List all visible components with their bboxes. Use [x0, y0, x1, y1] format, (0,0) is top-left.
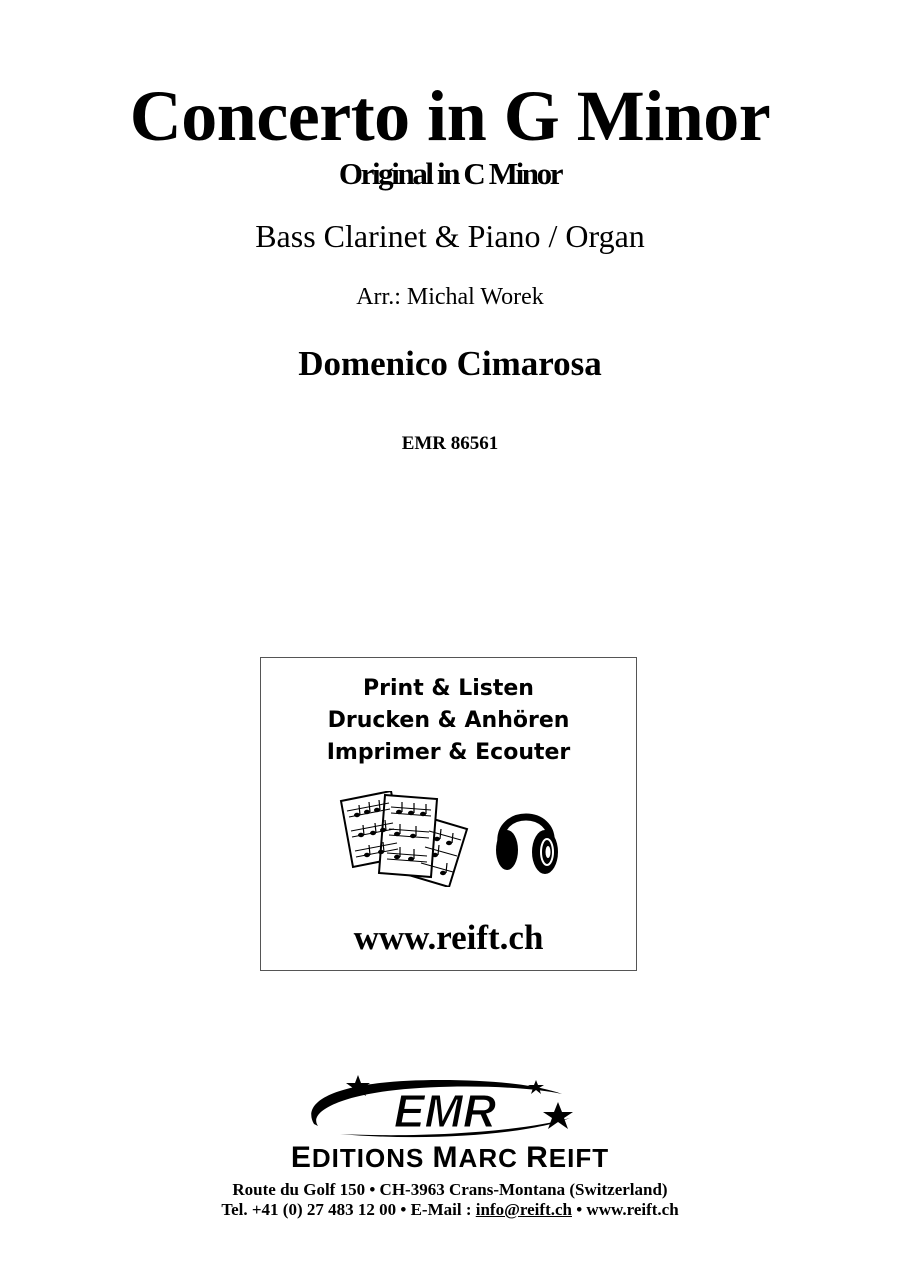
- website-url[interactable]: www.reift.ch: [353, 918, 544, 957]
- email-link[interactable]: info@reift.ch: [475, 1200, 572, 1219]
- promo-line-en: Print & Listen: [363, 676, 534, 701]
- emr-logo: [300, 1072, 590, 1142]
- publisher-contact: Tel. +41 (0) 27 483 12 00 • E-Mail : info@reift.ch • www.reift.ch: [221, 1200, 679, 1219]
- promo-line-fr: Imprimer & Ecouter: [326, 740, 571, 765]
- catalog-number: EMR 86561: [401, 433, 499, 454]
- composer: Domenico Cimarosa: [298, 344, 602, 383]
- headphones-icon: [493, 798, 559, 878]
- sheet-music-icon: [333, 791, 469, 887]
- score-subtitle: Original in C Minor: [338, 156, 562, 191]
- score-title: Concerto in G Minor: [129, 76, 771, 156]
- logo-text: EMR: [393, 1085, 497, 1137]
- publisher-name: EDITIONS MARC REIFT: [290, 1141, 610, 1174]
- promo-line-de: Drucken & Anhören: [327, 708, 570, 733]
- print-listen-box: [260, 657, 637, 971]
- arranger: Arr.: Michal Worek: [356, 284, 544, 310]
- instrumentation: Bass Clarinet & Piano / Organ: [255, 218, 645, 254]
- publisher-address: Route du Golf 150 • CH-3963 Crans-Montana (Switzerland): [232, 1180, 668, 1199]
